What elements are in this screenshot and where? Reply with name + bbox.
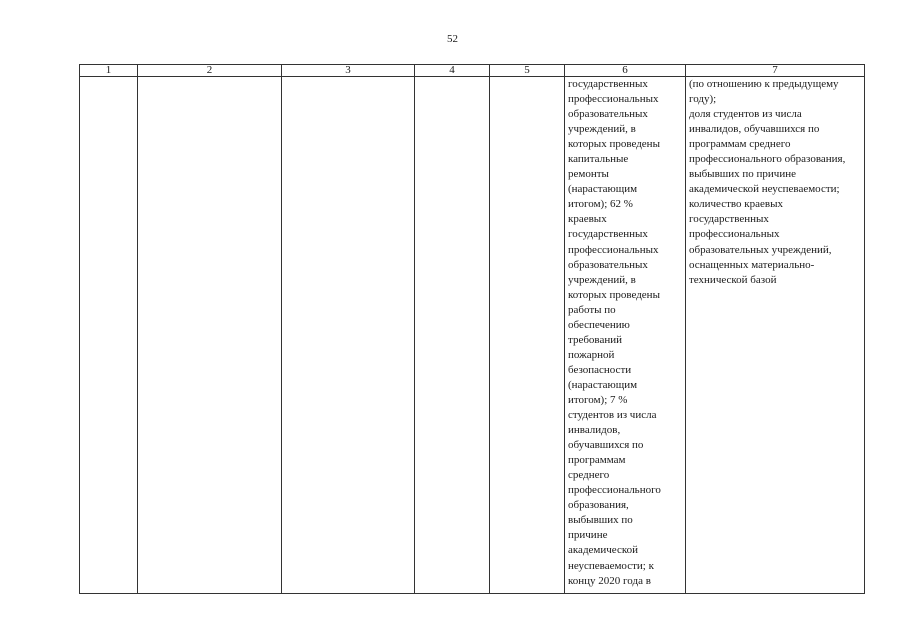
text-line: студентов из числа [568,409,657,422]
text-line: требований [568,333,623,346]
text-line: которых проведены [568,288,660,301]
text-line: академической [568,544,639,557]
text-line: обучавшихся по [568,439,644,452]
text-line: учреждений, в [568,123,636,136]
text-line: выбывших по [568,514,633,527]
cell-col-4 [415,77,490,594]
text-line: концу 2020 года в [568,574,651,587]
page-number: 52 [447,33,458,45]
cell-col-5 [490,77,565,594]
text-line: (нарастающим [568,183,638,196]
text-line: образования, [568,499,629,512]
text-line: технической базой [689,273,777,286]
text-line: итогом); 7 % [568,393,628,406]
cell-col-7 [686,77,865,594]
text-line: учреждений, в [568,273,636,286]
text-line: году); [689,93,717,106]
text-line: безопасности [568,363,632,376]
column-header-1: 1 [80,65,138,77]
text-line: причине [568,529,608,542]
header-row [80,65,865,77]
text-line: государственных [568,228,648,241]
text-line: академической неуспеваемости; [689,183,840,196]
column-header-5: 5 [490,65,565,77]
column-header-4: 4 [415,65,490,77]
text-line: количество краевых [689,198,783,211]
text-line: профессиональных [568,243,659,256]
text-line: инвалидов, обучавшихся по [689,123,820,136]
cell-col-1 [80,77,138,594]
program-table [79,64,865,594]
text-line: неуспеваемости; к [568,559,654,572]
indicator-values-text [565,77,685,589]
text-line: итогом); 62 % [568,198,633,211]
text-line: профессиональных [689,228,780,241]
indicator-names-text [686,77,864,288]
column-header-3: 3 [282,65,415,77]
text-line: инвалидов, [568,424,621,437]
column-header-2: 2 [138,65,282,77]
cell-col-2 [138,77,282,594]
text-line: профессионального [568,484,661,497]
column-header-7: 7 [686,65,865,77]
column-header-6: 6 [565,65,686,77]
text-line: (по отношению к предыдущему [689,78,839,90]
text-line: доля студентов из числа [689,108,802,121]
text-line: пожарной [568,348,615,361]
text-line: государственных [689,213,769,226]
text-line: ремонты [568,168,609,181]
text-line: капитальные [568,153,629,166]
text-line: оснащенных материально- [689,258,815,271]
text-line: которых проведены [568,138,660,151]
text-line: среднего [568,469,610,482]
table-row [80,77,865,594]
text-line: профессиональных [568,93,659,106]
text-line: (нарастающим [568,378,638,391]
text-line: краевых [568,213,607,226]
text-line: обеспечению [568,318,630,331]
text-line: работы по [568,303,616,316]
text-line: государственных [568,78,648,90]
text-line: образовательных [568,108,648,121]
text-line: выбывших по причине [689,168,796,181]
text-line: программам [568,454,626,467]
text-line: образовательных [568,258,648,271]
text-line: образовательных учреждений, [689,243,832,256]
text-line: программам среднего [689,138,791,151]
text-line: профессионального образования, [689,153,846,166]
cell-col-6 [565,77,686,594]
cell-col-3 [282,77,415,594]
